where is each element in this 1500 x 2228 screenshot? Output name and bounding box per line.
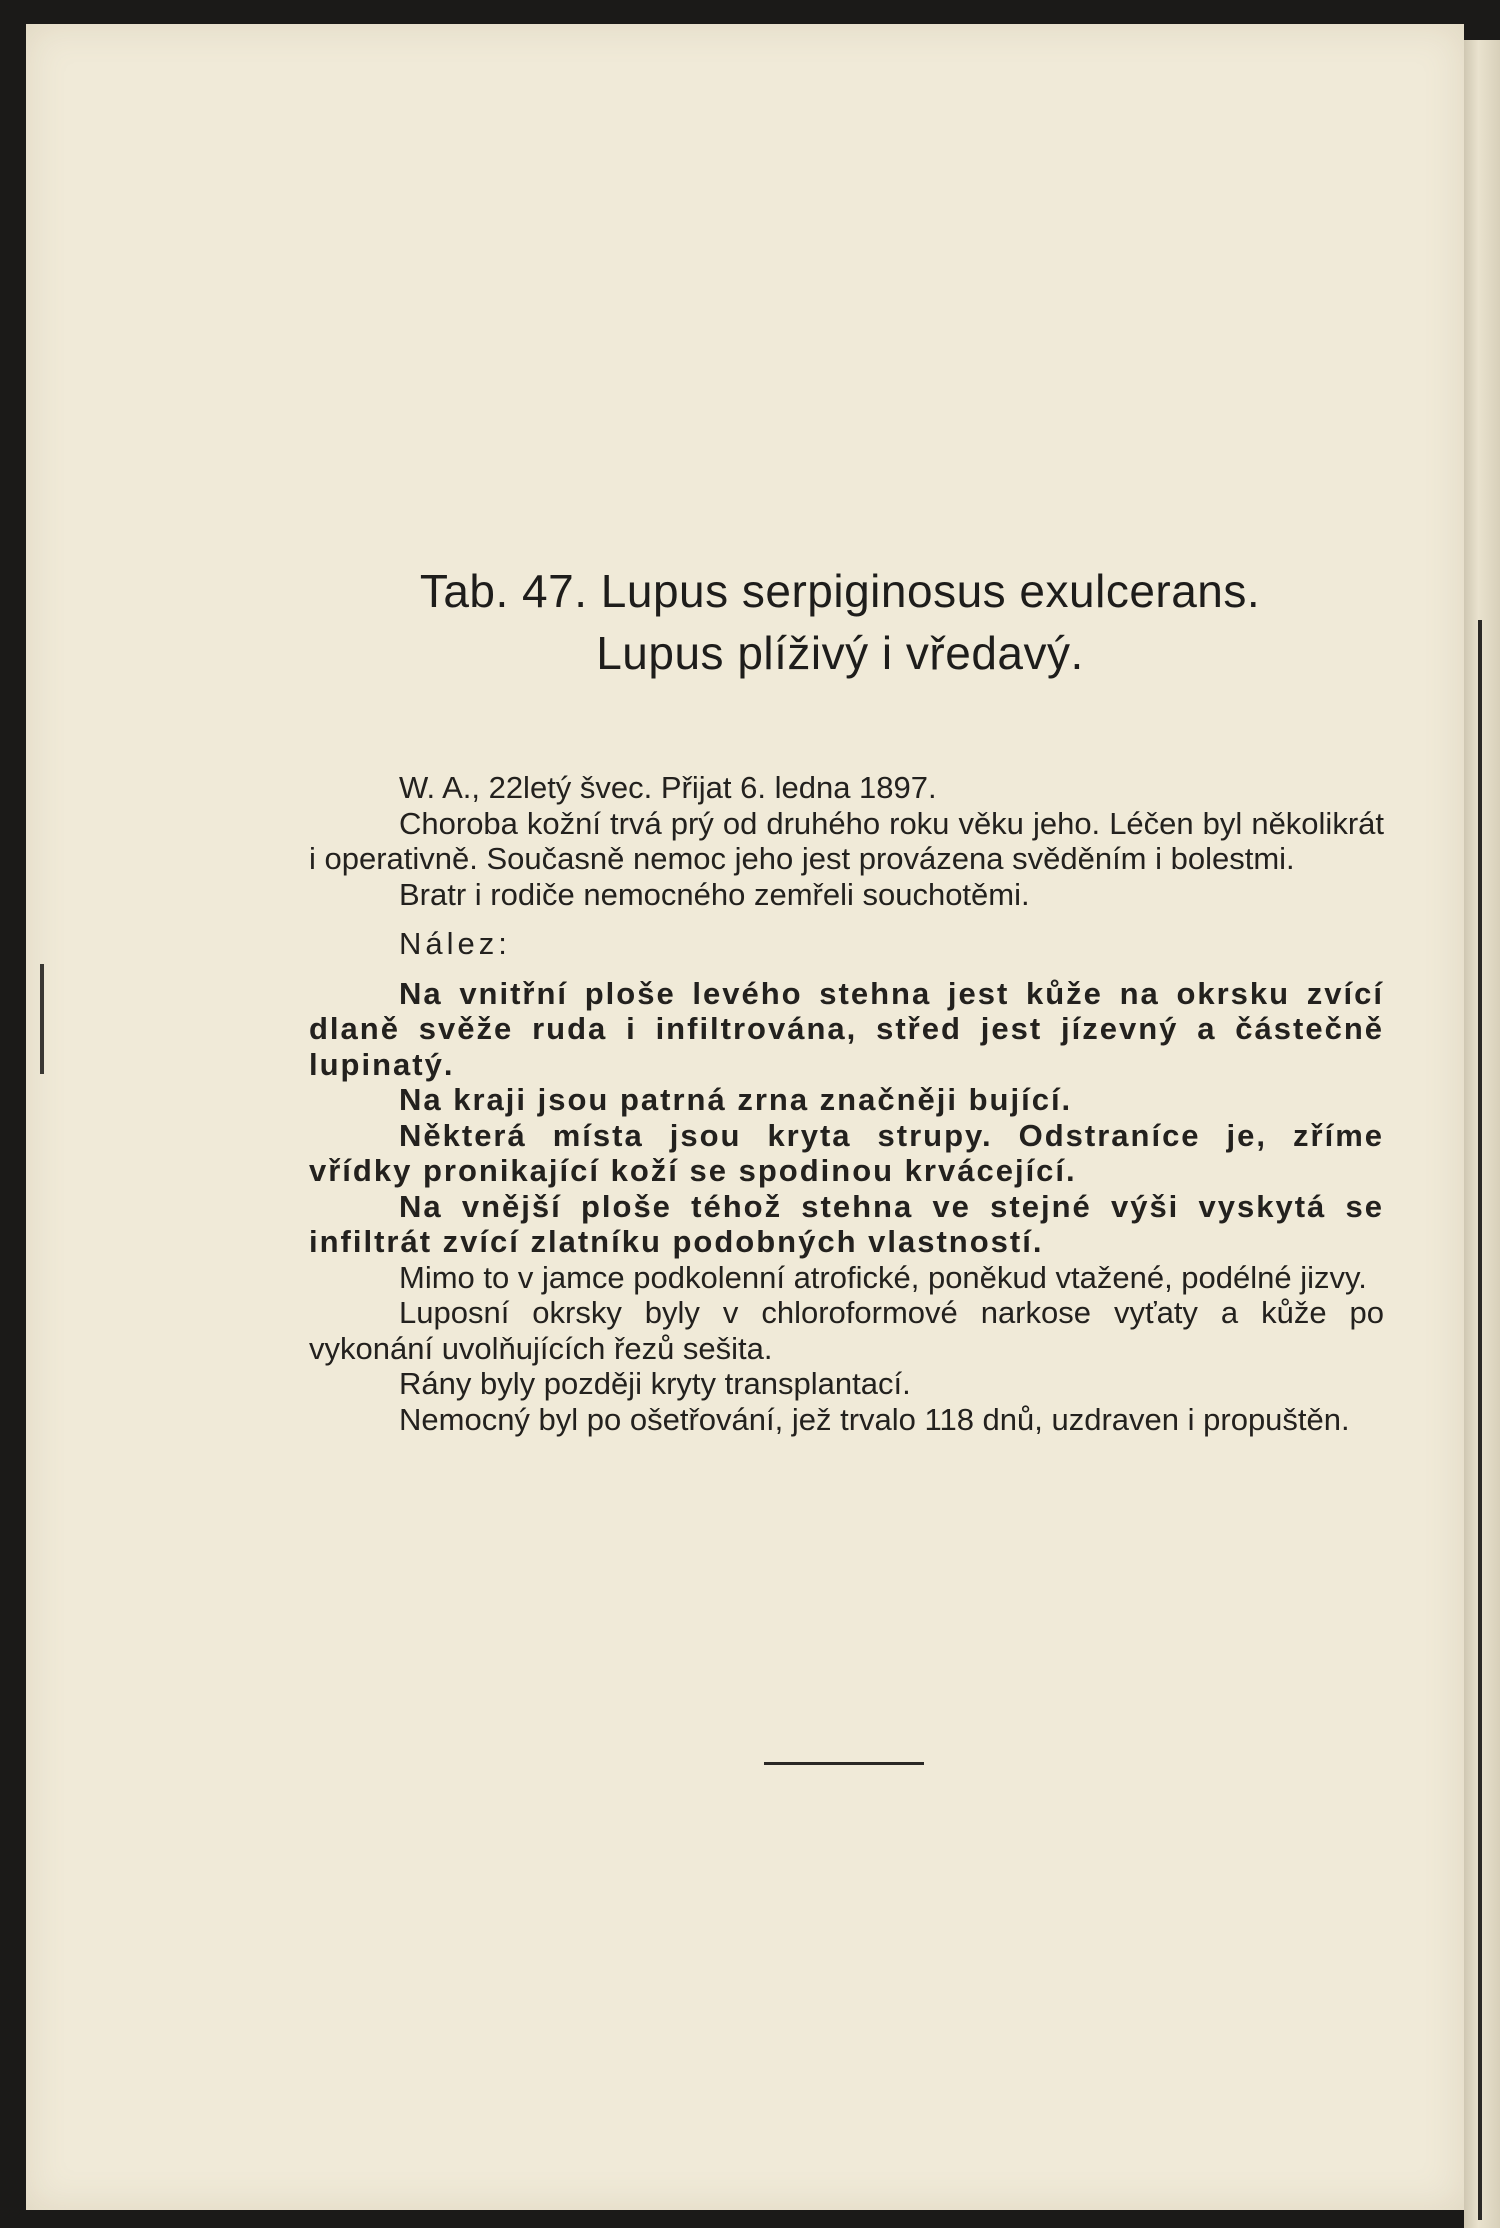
treatment-surgery: Luposní okrsky byly v chloroformové narkose vyťaty a kůže po vykonání uvolňujících řezů sešita.	[309, 1295, 1384, 1366]
findings-heading: Nález:	[399, 926, 511, 961]
section-end-rule	[764, 1762, 924, 1765]
patient-intro: W. A., 22letý švec. Přijat 6. ledna 1897.	[399, 770, 937, 805]
finding-scars: Mimo to v jamce podkolenní atrofické, poněkud vtažené, podélné jizvy.	[399, 1259, 1367, 1295]
family-history: Bratr i rodiče nemocného zemřeli souchotěmi.	[399, 876, 1030, 912]
finding-outer-thigh: Na vnější ploše téhož stehna ve stejné výši vyskytá se infiltrát zvící zlatníku podobných vlastností.	[309, 1188, 1384, 1259]
spine-shadow-line	[1478, 620, 1482, 2220]
case-description	[309, 770, 1384, 1437]
finding-inner-thigh: Na vnitřní ploše levého stehna jest kůže na okrsku zvící dlaně svěže ruda i infiltrována, střed jest jízevný a částečně lupinatý.	[309, 975, 1384, 1082]
book-spine-edge	[1464, 40, 1500, 2228]
finding-edge: Na kraji jsou patrná zrna značněji bující.	[399, 1082, 1073, 1117]
finding-scabs: Některá místa jsou kryta strupy. Odstraníce je, zříme vřídky pronikající koží se spodinou krvácející.	[309, 1117, 1384, 1188]
treatment-transplant: Rány byly později kryty transplantací.	[399, 1366, 911, 1401]
outcome: Nemocný byl po ošetřování, jež trvalo 118 dnů, uzdraven i propuštěn.	[399, 1401, 1350, 1437]
title-line-2: Lupus plíživý i vředavý.	[596, 627, 1084, 679]
margin-mark	[40, 964, 44, 1074]
title-line-1: Tab. 47. Lupus serpiginosus exulcerans.	[419, 565, 1261, 617]
plate-title	[0, 560, 1500, 684]
disease-history: Choroba kožní trvá prý od druhého roku věku jeho. Léčen byl několikrát i operativně. Současně nemoc jeho jest provázena svěděním i bolestmi.	[309, 805, 1384, 876]
